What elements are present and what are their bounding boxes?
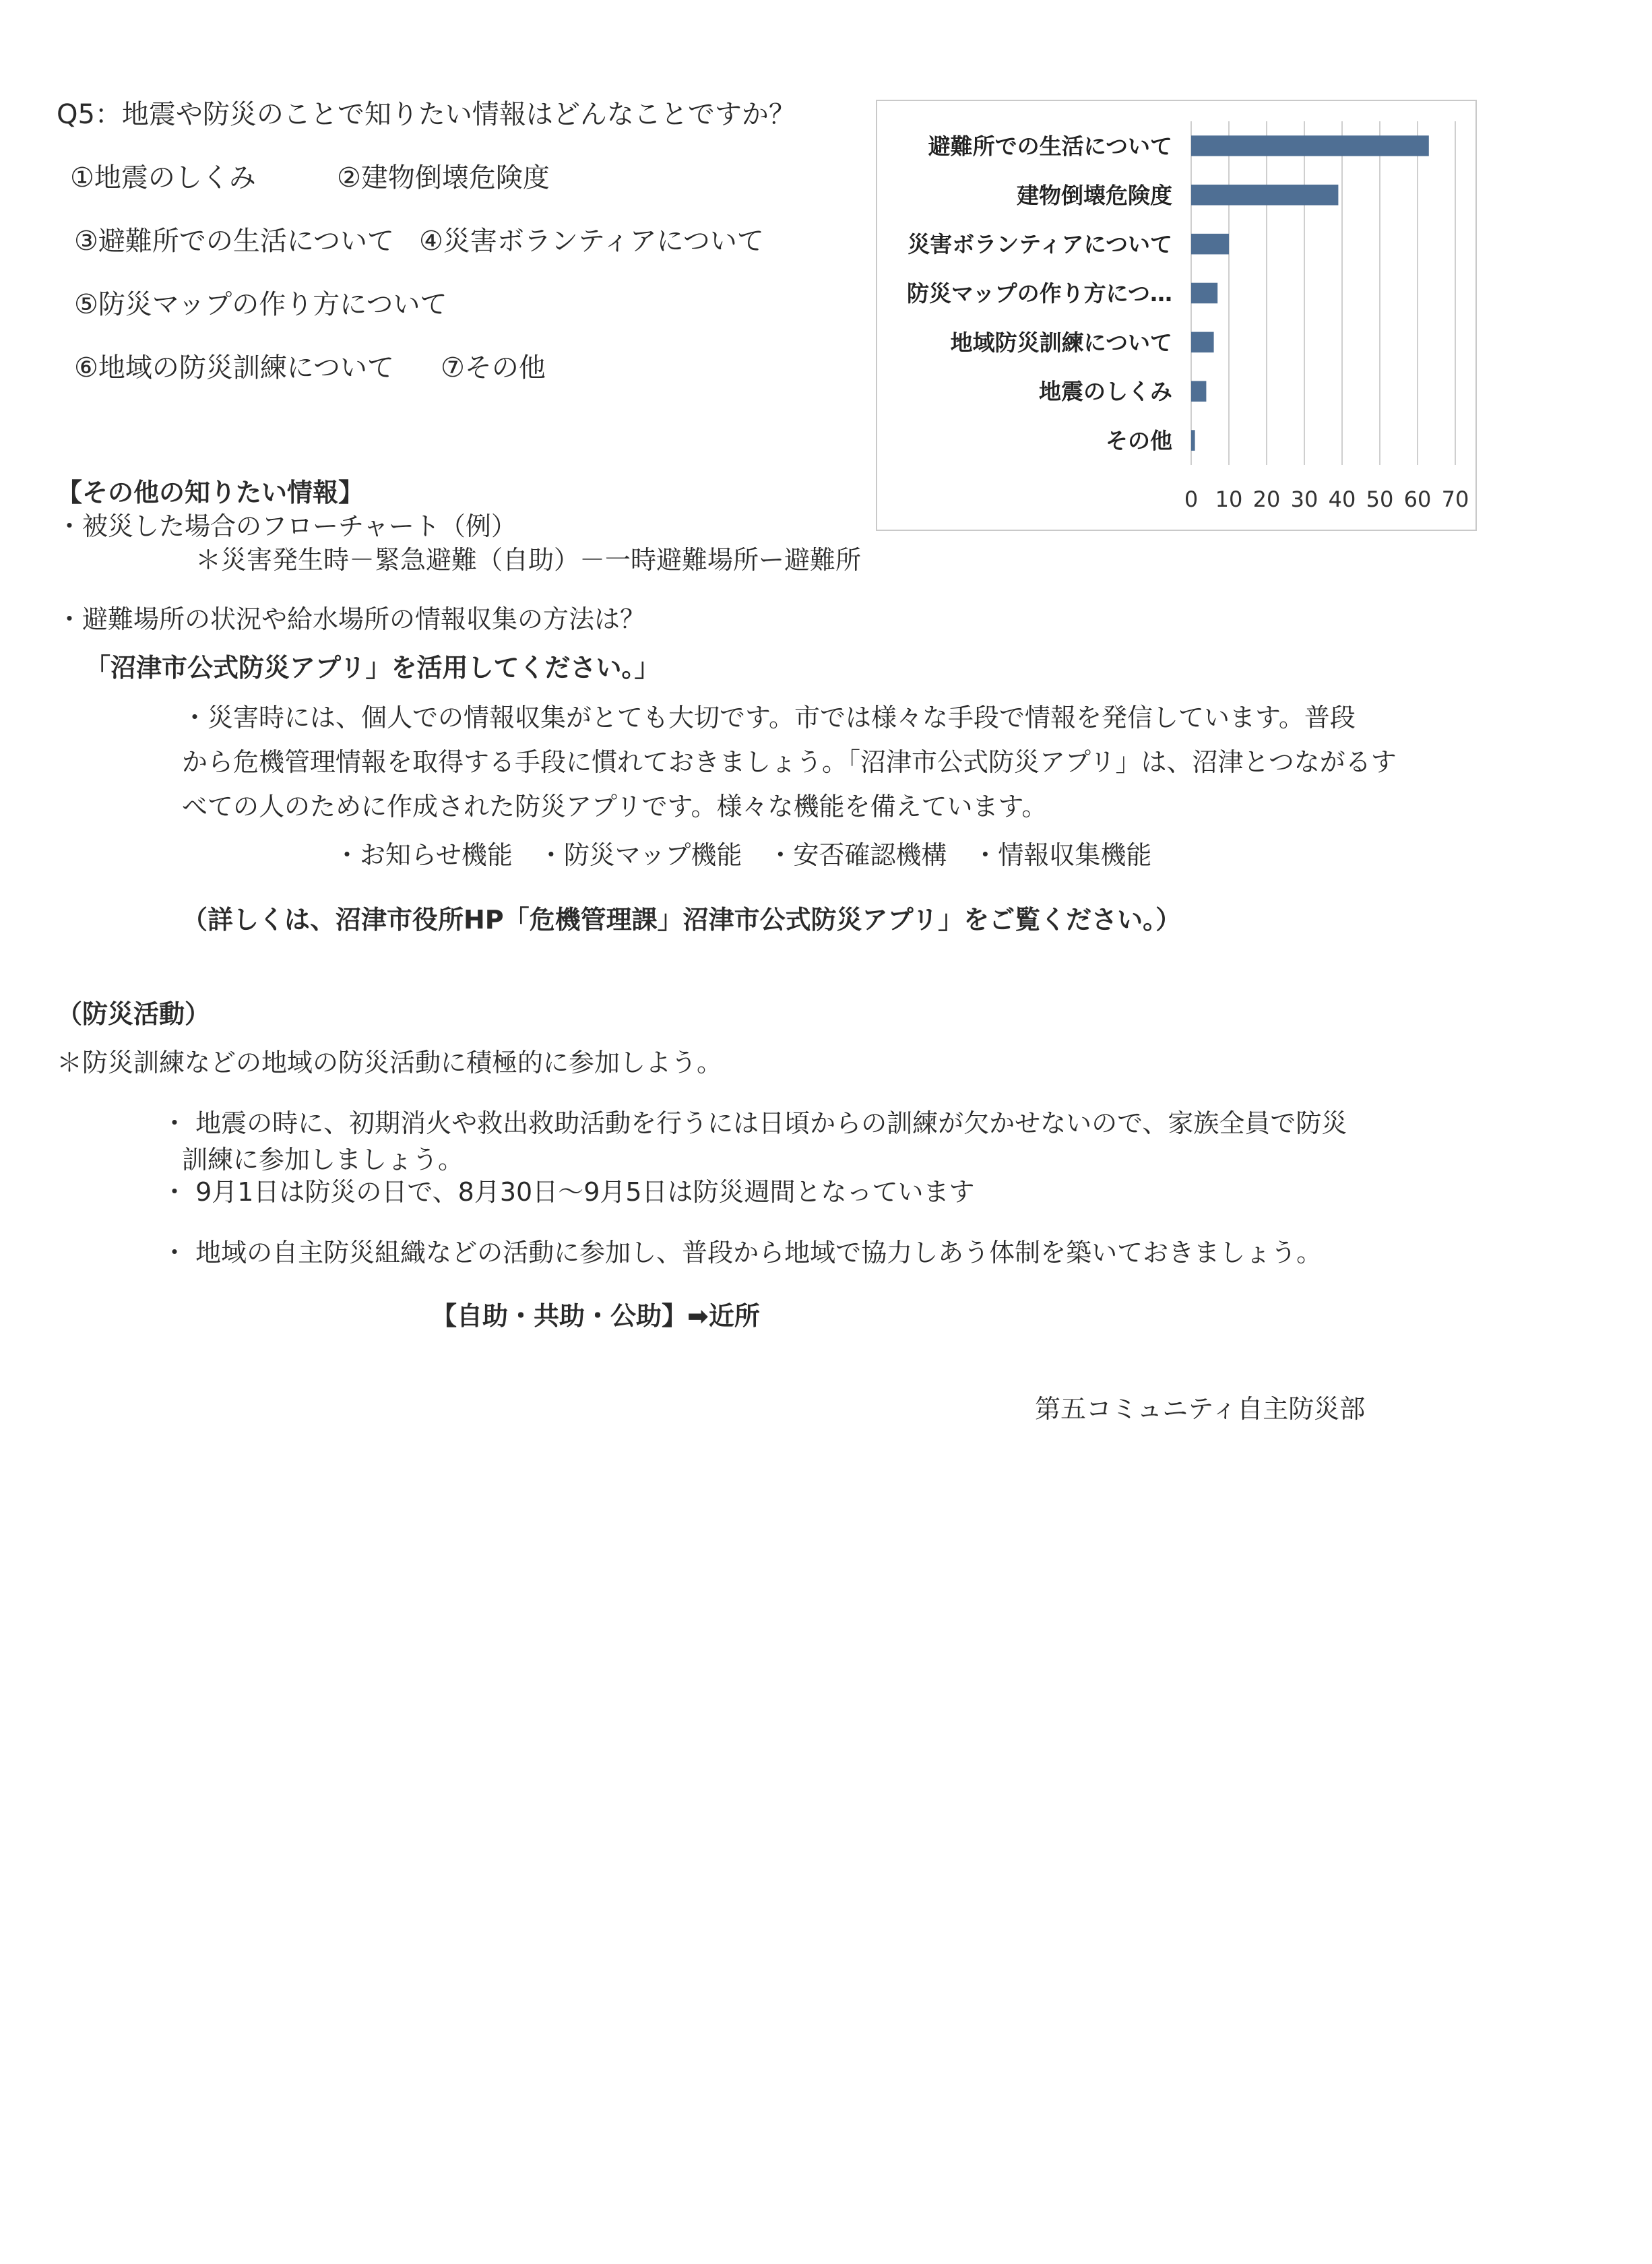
app-paragraph-line-3: べての人のために作成された防災アプリです。様々な機能を備えています。: [182, 792, 1048, 821]
category-label: 地域防災訓練について: [950, 329, 1172, 356]
x-tick-label: 40: [1328, 486, 1356, 512]
category-label: 建物倒壊危険度: [1017, 182, 1172, 209]
question-text: Q5：地震や防災のことで知りたい情報はどんなことですか？: [57, 99, 796, 130]
x-tick-label: 20: [1252, 486, 1281, 512]
chart-canvas: [877, 101, 1475, 530]
category-label: 地震のしくみ: [1039, 378, 1172, 405]
chart-bar: [1191, 234, 1229, 255]
flowchart-example: ＊災害発生時－緊急避難（自助）－一時避難場所ー避難所: [195, 545, 862, 575]
app-paragraph-line-1: ・災害時には、個人での情報収集がとても大切です。市では様々な手段で情報を発信しています。普段: [182, 703, 1356, 732]
other-info-item-1: ・被災した場合のフローチャート（例）: [57, 511, 517, 541]
activity-bullet-1-cont: 訓練に参加しましょう。: [182, 1145, 464, 1174]
x-tick-label: 60: [1403, 486, 1432, 512]
option-5: ⑤防災マップの作り方について: [74, 289, 447, 320]
chart-bar: [1191, 381, 1206, 402]
option-4: ④災害ボランティアについて: [419, 226, 764, 257]
activity-bullet-3: ・ 地域の自主防災組織などの活動に参加し、普段から地域で協力しあう体制を築いておきましょう。: [162, 1238, 1323, 1267]
survey-bar-chart: [876, 100, 1477, 531]
x-tick-label: 0: [1184, 486, 1199, 512]
chart-bar: [1191, 430, 1195, 451]
activity-bullet-2: ・ 9月1日は防災の日で、8月30日～9月5日は防災週間となっています: [162, 1177, 975, 1207]
other-info-item-2: ・避難場所の状況や給水場所の情報収集の方法は？: [57, 604, 646, 634]
details-note: （詳しくは、沼津市役所HP「危機管理課」沼津市公式防災アプリ」をご覧ください。）: [182, 905, 1182, 935]
category-label: その他: [1106, 427, 1172, 454]
activity-heading: （防災活動）: [57, 999, 211, 1029]
chart-bar: [1191, 283, 1217, 304]
category-label: 避難所での生活について: [928, 133, 1172, 160]
chart-bar: [1191, 332, 1214, 353]
x-tick-label: 50: [1366, 486, 1394, 512]
option-2: ②建物倒壊危険度: [337, 162, 550, 193]
option-3: ③避難所での生活について: [74, 226, 395, 257]
x-tick-label: 10: [1215, 486, 1243, 512]
chart-bar: [1191, 185, 1338, 206]
app-paragraph-line-2: から危機管理情報を取得する手段に慣れておきましょう。「沼津市公式防災アプリ」は、沼津とつながるす: [182, 747, 1397, 777]
author-signature: 第五コミュニティ自主防災部: [1035, 1394, 1366, 1424]
activity-bullet-1: ・ 地震の時に、初期消火や救出救助活動を行うには日頃からの訓練が欠かせないので、家族全員で防災: [162, 1108, 1347, 1138]
other-info-heading: 【その他の知りたい情報】: [57, 478, 364, 507]
option-1: ①地震のしくみ: [70, 162, 256, 193]
category-label: 災害ボランティアについて: [908, 231, 1172, 258]
chart-bar: [1191, 135, 1429, 156]
x-tick-label: 70: [1441, 486, 1469, 512]
option-7: ⑦その他: [441, 352, 546, 383]
app-recommendation: 「沼津市公式防災アプリ」を活用してください。」: [85, 653, 660, 683]
x-tick-label: 30: [1290, 486, 1319, 512]
activity-lead: ＊防災訓練などの地域の防災活動に積極的に参加しよう。: [57, 1048, 723, 1077]
slogan: 【自助・共助・公助】➡近所: [431, 1301, 760, 1331]
category-label: 防災マップの作り方につ…: [906, 280, 1172, 307]
app-features: ・お知らせ機能 ・防災マップ機能 ・安否確認機構 ・情報収集機能: [334, 840, 1152, 870]
option-6: ⑥地域の防災訓練について: [74, 352, 395, 383]
